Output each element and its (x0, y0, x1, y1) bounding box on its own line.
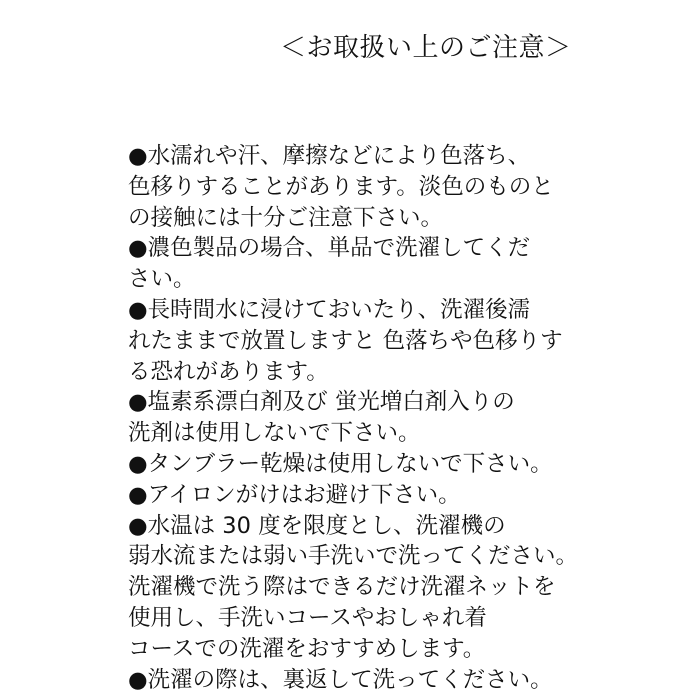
text-line: 洗剤は使用しないで下さい。 (128, 420, 421, 447)
text-line: 使用し、手洗いコースやおしゃれ着 (128, 604, 487, 631)
text-line: ●アイロンがけはお避け下さい。 (128, 481, 461, 508)
page-title: ＜お取扱い上のご注意＞ (280, 33, 572, 63)
text-line: さい。 (128, 266, 196, 293)
text-line: の接触には十分ご注意下さい。 (128, 204, 444, 231)
text-line: ●塩素系漂白剤及び 蛍光増白剤入りの (128, 389, 515, 416)
text-line: ●洗濯の際は、裏返して洗ってください。 (128, 666, 553, 693)
text-line: る恐れがあります。 (128, 358, 329, 385)
text-line: ●長時間水に浸けておいたり、洗濯後濡 (128, 296, 531, 323)
text-line: 弱水流または弱い手洗いで洗ってください。 (128, 543, 579, 570)
text-line: ●タンブラー乾燥は使用しないで下さい。 (128, 450, 553, 477)
text-line: ●水温は 30 度を限度とし、洗濯機の (128, 512, 506, 539)
text-line: コースでの洗濯をおすすめします。 (128, 635, 486, 662)
text-line: 色移りすることがあります。淡色のものと (128, 173, 554, 200)
text-line: 洗濯機で洗う際はできるだけ洗濯ネットを (128, 574, 556, 601)
care-instructions (128, 141, 693, 695)
text-line: ●水濡れや汗、摩擦などにより色落ち、 (128, 143, 531, 169)
text-line: れたままで放置しますと 色落ちや色移りす (128, 327, 563, 354)
text-line: ●濃色製品の場合、単品で洗濯してくだ (128, 235, 531, 262)
